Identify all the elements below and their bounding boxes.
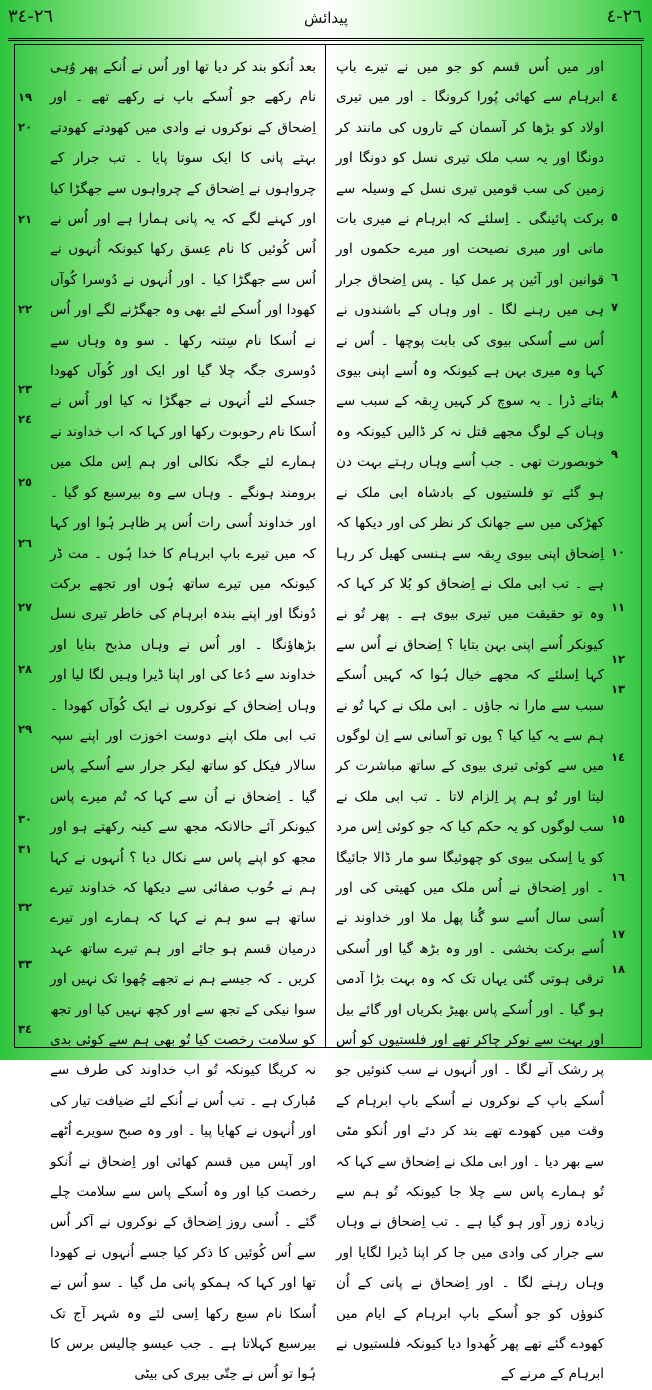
chapter-range-left: ٢٦-٣٤ [8, 6, 54, 27]
page-header [0, 0, 652, 40]
verse-number: ١١ [611, 600, 626, 614]
verse-number: ١٩ [18, 90, 33, 104]
verse-number: ١٦ [611, 870, 626, 884]
verse-number: ١٠ [611, 545, 626, 559]
verse-number: ٢١ [18, 212, 33, 226]
verse-number: ٩ [611, 447, 619, 461]
verse-number: ٥ [611, 210, 619, 224]
verse-number: ٨ [611, 387, 619, 401]
right-text-column [336, 52, 604, 1390]
verse-number: ٢٩ [18, 722, 33, 736]
verse-number: ٢٦ [18, 536, 33, 550]
verse-number: ٣٣ [18, 957, 33, 971]
left-column-text: بعد اُنکو بند کر دیا تھا اور اُس نے اُنکے پھر وُہی نام رکھے جو اُسکے باپ نے رکھے تھے ۔ اور اِضحاق کے نوکروں نے وادی میں کھودتے کھودتے بہتے پانی کا ایک سوتا پایا ۔ تب جرار کے چرواہوں نے اِضحاق کے چرواہوں سے جھگڑا کیا اور کہنے لگے کہ یہ پانی ہمارا ہے اور اُس نے اُس کُوئیں کا نام عِسق رکھا کیونکہ اُنہوں نے اُس سے جھگڑا کیا ۔ اور اُنہوں نے دُوسرا کُوآں کھودا اور اُسکے لئے بھی وہ جھگڑنے لگے اور اُس نے اُسکا نام سِتنہ رکھا ۔ سو وہ وہاں سے دُوسری جگہ چلا گیا اور ایک اور کُوآں کھودا جسکے لئے اُنہوں نے جھگڑا نہ کیا اور اُس نے اُسکا نام رحوبوت رکھا اور کہا کہ اب خداوند نے ہمارے لئے جگہ نکالی اور ہم اِس ملک میں برومند ہونگے ۔ وہاں سے وہ بیرسبع کو گیا ۔ اور خداوند اُسی رات اُس پر ظاہر ہُوا اور کہا کہ میں تیرے باپ ابرہام کا خدا ہُوں ۔ مت ڈر کیونکہ میں تیرے ساتھ ہُوں اور تجھے برکت دُونگا اور اپنے بندہ ابرہام کی خاطر تیری نسل بڑھاؤنگا ۔ اور اُس نے وہاں مذبح بنایا اور خداوند سے دُعا کی اور اپنا ڈیرا وہیں لگا لیا اور وہاں اِضحاق کے نوکروں نے ایک کُوآں کھودا ۔ تب ابی ملک اپنے دوست اخوزت اور اپنے سپہ سالار فیکل کو ساتھ لیکر جرار سے اُسکے پاس گیا ۔ اِضحاق نے اُن سے کہا کہ تُم میرے پاس کیونکر آئے حالانکہ مجھ سے کینہ رکھتے ہو اور مجھ کو اپنے پاس سے نکال دیا ؟ اُنہوں نے کہا ہم نے خُوب صفائی سے دیکھا کہ خداوند تیرے ساتھ ہے سو ہم نے کہا کہ ہمارے اور تیرے درمیان قسم ہو جائے اور ہم تیرے ساتھ عہد کریں ۔ کہ جیسے ہم نے تجھے چُھوا تک نہیں اور سوا نیکی کے تجھ سے اور کچھ نہیں کیا اور تجھ کو سلامت رخصت کیا تُو بھی ہم سے کوئی بدی نہ کریگا کیونکہ تُو اب خداوند کی طرف سے مُبارک ہے ۔ تب اُس نے اُنکے لئے ضیافت تیار کی اور اُنہوں نے کھایا پیا ۔ اور وہ صبح سویرے اُٹھے اور آپس میں قسم کھائی اور اِضحاق نے اُنکو رخصت کیا اور وہ اُسکے پاس سے سلامت چلے گئے ۔ اُسی روز اِضحاق کے نوکروں نے آکر اُس سے اُس کُوئیں کا ذکر کیا جسے اُنہوں نے کھودا تھا اور کہا کہ ہمکو پانی مل گیا ۔ سو اُس نے اُسکا نام سبع رکھا اِسی لئے وہ شہر آج تک بیرسبع کہلاتا ہے ۔ جب عیسو چالیس برس کا ہُوا تو اُس نے حِتّی بیری کی بیٹی [50, 59, 316, 1383]
verse-number: ١٨ [611, 962, 626, 976]
book-title: پیدائش [303, 9, 349, 27]
verse-number: ١٥ [611, 812, 626, 826]
verse-number: ٢٠ [18, 120, 33, 134]
verse-number: ٣١ [18, 842, 33, 856]
verse-number: ٣٢ [18, 900, 33, 914]
verse-number: ٤ [611, 90, 619, 104]
verse-number: ٢٧ [18, 600, 33, 614]
verse-number: ٢٤ [18, 412, 33, 426]
verse-number: ٢٣ [18, 382, 33, 396]
header-rule [8, 38, 644, 41]
verse-number: ٦ [611, 270, 619, 284]
verse-number: ٢٢ [18, 302, 33, 316]
verse-number: ١٤ [611, 750, 626, 764]
verse-number: ٣٠ [18, 812, 33, 826]
verse-number: ٣٤ [18, 1022, 33, 1036]
verse-number: ٢٨ [18, 662, 33, 676]
verse-number: ١٣ [611, 682, 626, 696]
column-divider [325, 44, 326, 1048]
right-column-text: اور میں اُس قسم کو جو میں نے تیرے باپ ابرہام سے کھائی پُورا کرونگا ۔ اور میں تیری اولاد کو بڑھا کر آسمان کے تاروں کی مانند کر دونگا اور یہ سب ملک تیری نسل کو دونگا اور زمین کی سب قومیں تیری نسل کے وسیلہ سے برکت پائینگی ۔ اِسلئے کہ ابرہام نے میری بات مانی اور میری نصیحت اور میرے حکموں اور قوانین اور آئین پر عمل کیا ۔ پس اِضحاق جرار ہی میں رہنے لگا ۔ اور وہاں کے باشندوں نے اُس سے اُسکی بیوی کی بابت پوچھا ۔ اُس نے کہا وہ میری بہن ہے کیونکہ وہ اُسے اپنی بیوی بتاتے ڈرا ۔ یہ سوچ کر کہیں رِبقہ کے سبب سے وہاں کے لوگ مجھے قتل نہ کر ڈالیں کیونکہ وہ خوبصورت تھی ۔ جب اُسے وہاں رہتے بہت دن ہو گئے تو فلستیوں کے بادشاہ ابی ملک نے کھڑکی میں سے جھانک کر نظر کی اور دیکھا کہ اِضحاق اپنی بیوی رِبقہ سے ہنسی کھیل کر رہا ہے ۔ تب ابی ملک نے اِضحاق کو بُلا کر کہا کہ وہ تو حقیقت میں تیری بیوی ہے ۔ پھر تُو نے کیونکر اُسے اپنی بہن بتایا ؟ اِضحاق نے اُس سے کہا اِسلئے کہ مجھے خیال ہُوا کہ کہیں اُسکے سبب سے مارا نہ جاؤں ۔ ابی ملک نے کہا تُو نے ہم سے یہ کیا کیا ؟ یوں تو آسانی سے اِن لوگوں میں سے کوئی تیری بیوی کے ساتھ مباشرت کر لیتا اور تُو ہم پر اِلزام لاتا ۔ تب ابی ملک نے سب لوگوں کو یہ حکم کیا کہ جو کوئی اِس مرد کو یا اِسکی بیوی کو چھوئیگا سو مار ڈالا جائیگا ۔ اور اِضحاق نے اُس ملک میں کھیتی کی اور اُسی سال اُسے سو گُنا پھل ملا اور خداوند نے اُسے برکت بخشی ۔ اور وہ بڑھ گیا اور اُسکی ترقی ہوتی گئی یہاں تک کہ وہ بہت بڑا آدمی ہو گیا ۔ اور اُسکے پاس بھیڑ بکریاں اور گائے بیل اور بہت سے نوکر چاکر تھے اور فلستیوں کو اُس پر رشک آنے لگا ۔ اور اُنہوں نے سب کنوئیں جو اُسکے باپ کے نوکروں نے اُسکے باپ ابرہام کے وقت میں کھودے تھے بند کر دئے اور اُنکو مٹی سے بھر دیا ۔ اور ابی ملک نے اِضحاق سے کہا کہ تُو ہمارے پاس سے چلا جا کیونکہ تُو ہم سے زیادہ زور آور ہو گیا ہے ۔ تب اِضحاق نے وہاں سے جرار کی وادی میں جا کر اپنا ڈیرا لگایا اور وہاں رہنے لگا ۔ اور اِضحاق نے پانی کے اُن کنوؤں کو جو اُسکے باپ ابرہام کے ایام میں کھودے گئے تھے پھر کُھدوا دیا کیونکہ فلستیوں نے ابرہام کے مرنے کے [336, 59, 604, 1383]
verse-number: ١٢ [611, 652, 626, 666]
chapter-range-right: ٢٦-٤ [606, 6, 642, 27]
left-text-column [50, 52, 316, 1390]
verse-number: ٧ [611, 300, 619, 314]
verse-number: ١٧ [611, 927, 626, 941]
verse-number: ٢٥ [18, 475, 33, 489]
